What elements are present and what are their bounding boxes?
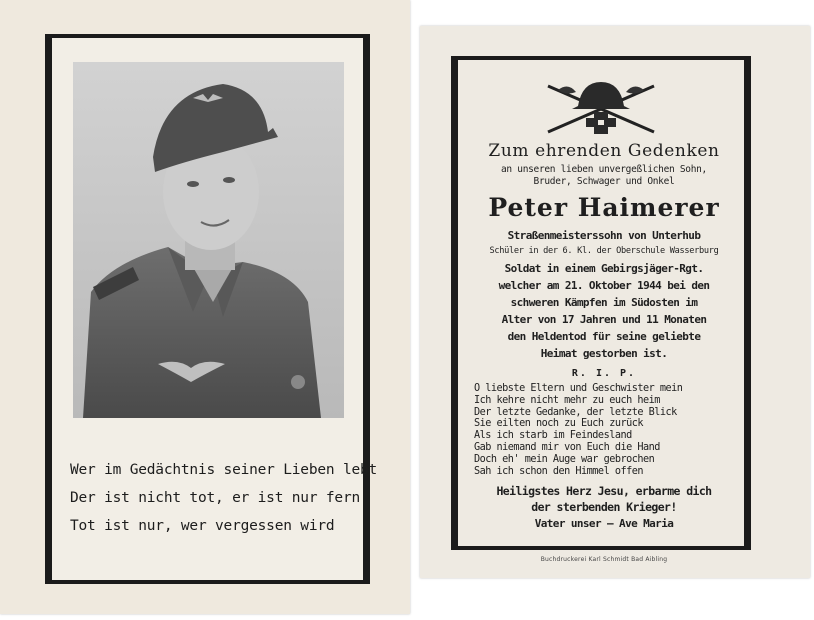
poem-line: O liebste Eltern und Geschwister mein [474,383,683,394]
poem-line: Gab niemand mir von Euch die Hand [474,441,660,453]
deceased-name: Peter Haimerer [488,193,720,222]
verse-line: Tot ist nur, wer vergessen wird [70,518,335,534]
portrait-photo [73,62,344,418]
poem-line: Sie eilten noch zu Euch zurück [474,418,644,430]
verse-line: Wer im Gedächtnis seiner Lieben lebt [70,462,378,478]
body-line: Soldat in einem Gebirgsjäger-Rgt. [504,262,704,275]
printer-credit: Buchdruckerei Karl Schmidt Bad Aibling [540,556,668,563]
farewell-poem [474,383,746,477]
body-line: welcher am 21. Oktober 1944 bei den [498,279,710,292]
body-line: schweren Kämpfen im Südosten im [510,296,698,309]
body-line: den Heldentod für seine geliebte [507,330,701,343]
body-line: Alter von 17 Jahren und 11 Monaten [501,313,707,326]
occupation-line: Straßenmeisterssohn von Unterhub [507,229,701,242]
memorial-verse [70,456,378,540]
poem-line: Sah ich schon den Himmel offen [474,465,644,477]
poem-line: Doch eh' mein Auge war gebrochen [474,453,655,465]
body-line: Heimat gestorben ist. [540,347,668,360]
poem-line: Als ich starb im Feindesland [474,430,632,442]
intro-line: an unseren lieben unvergeßlichen Sohn, [501,164,707,175]
rip-line: R. I. P. [571,368,637,379]
prayer-line: der sterbenden Krieger! [531,500,677,514]
memorial-heading: Zum ehrenden Gedenken [488,141,720,161]
verse-line: Der ist nicht tot, er ist nur fern [70,490,361,506]
prayer-line: Heiligstes Herz Jesu, erbarme dich [496,484,712,498]
prayer-line: Vater unser — Ave Maria [534,517,674,530]
intro-line: Bruder, Schwager und Onkel [533,176,675,187]
helmet-cross-emblem-icon [538,76,664,138]
poem-line: Ich kehre nicht mehr zu euch heim [474,394,660,406]
poem-line: Der letzte Gedanke, der letzte Blick [474,406,677,418]
school-line: Schüler in der 6. Kl. der Oberschule Wasserburg [489,246,719,256]
